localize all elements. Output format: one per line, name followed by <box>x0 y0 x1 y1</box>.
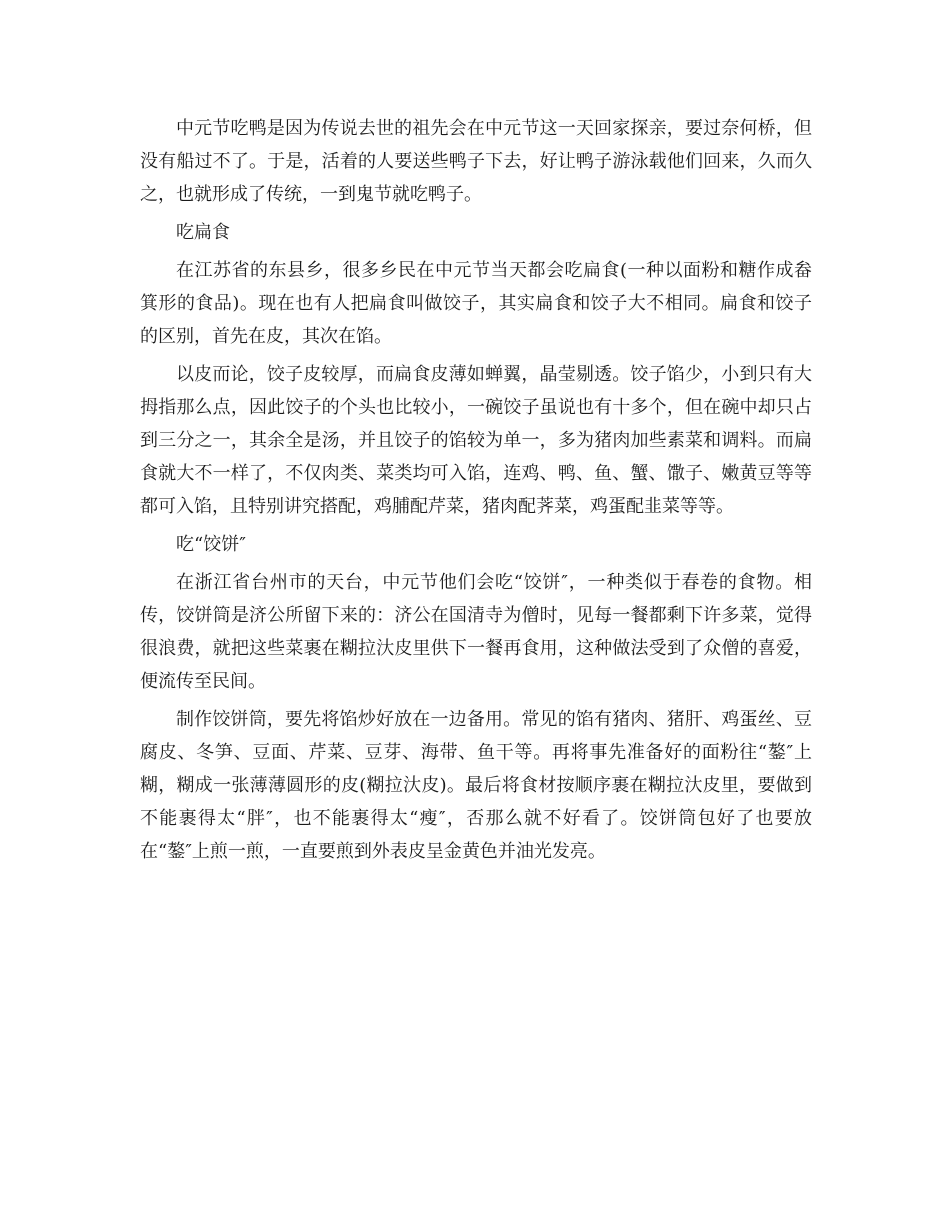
paragraph-bianshi-compare: 以皮而论，饺子皮较厚，而扁食皮薄如蝉翼，晶莹剔透。饺子馅少，小到只有大拇指那么点，因此饺子的个头也比较小，一碗饺子虽说也有十多个，但在碗中却只占到三分之一，其余全是汤，并且饺子的馅较为单一，多为猪肉加些素菜和调料。而扁食就大不一样了，不仅肉类、菜类均可入馅，连鸡、鸭、鱼、蟹、馓子、嫩黄豆等等都可入馅，且特别讲究搭配，鸡脯配芹菜，猪肉配荠菜，鸡蛋配韭菜等等。 <box>140 364 812 517</box>
heading-bianshi: 吃扁食 <box>176 222 230 243</box>
paragraph-bianshi-intro: 在江苏省的东县乡，很多乡民在中元节当天都会吃扁食(一种以面粉和糖作成畚箕形的食品)。现在也有人把扁食叫做饺子，其实扁食和饺子大不相同。扁食和饺子的区别，首先在皮，其次在馅。 <box>140 260 812 347</box>
document-page <box>140 112 812 873</box>
paragraph-duck: 中元节吃鸭是因为传说去世的祖先会在中元节这一天回家探亲，要过奈何桥，但没有船过不了。于是，活着的人要送些鸭子下去，好让鸭子游泳载他们回来，久而久之，也就形成了传统，一到鬼节就吃鸭子。 <box>140 118 812 205</box>
heading-jiaobing: 吃“饺饼″ <box>176 534 246 555</box>
paragraph-jiaobing-origin: 在浙江省台州市的天台，中元节他们会吃“饺饼″，一种类似于春卷的食物。相传，饺饼筒是济公所留下来的：济公在国清寺为僧时，见每一餐都剩下许多菜，觉得很浪费，就把这些菜裹在糊拉汏皮里供下一餐再食用，这种做法受到了众僧的喜爱，便流传至民间。 <box>140 572 812 692</box>
paragraph-jiaobing-making: 制作饺饼筒，要先将馅炒好放在一边备用。常见的馅有猪肉、猪肝、鸡蛋丝、豆腐皮、冬笋、豆面、芹菜、豆芽、海带、鱼干等。再将事先准备好的面粉往“鏊″上糊，糊成一张薄薄圆形的皮(糊拉汏皮)。最后将食材按顺序裹在糊拉汏皮里，要做到不能裹得太“胖″，也不能裹得太“瘦″，否那么就不好看了。饺饼筒包好了也要放在“鏊″上煎一煎，一直要煎到外表皮呈金黄色并油光发亮。 <box>140 709 812 862</box>
